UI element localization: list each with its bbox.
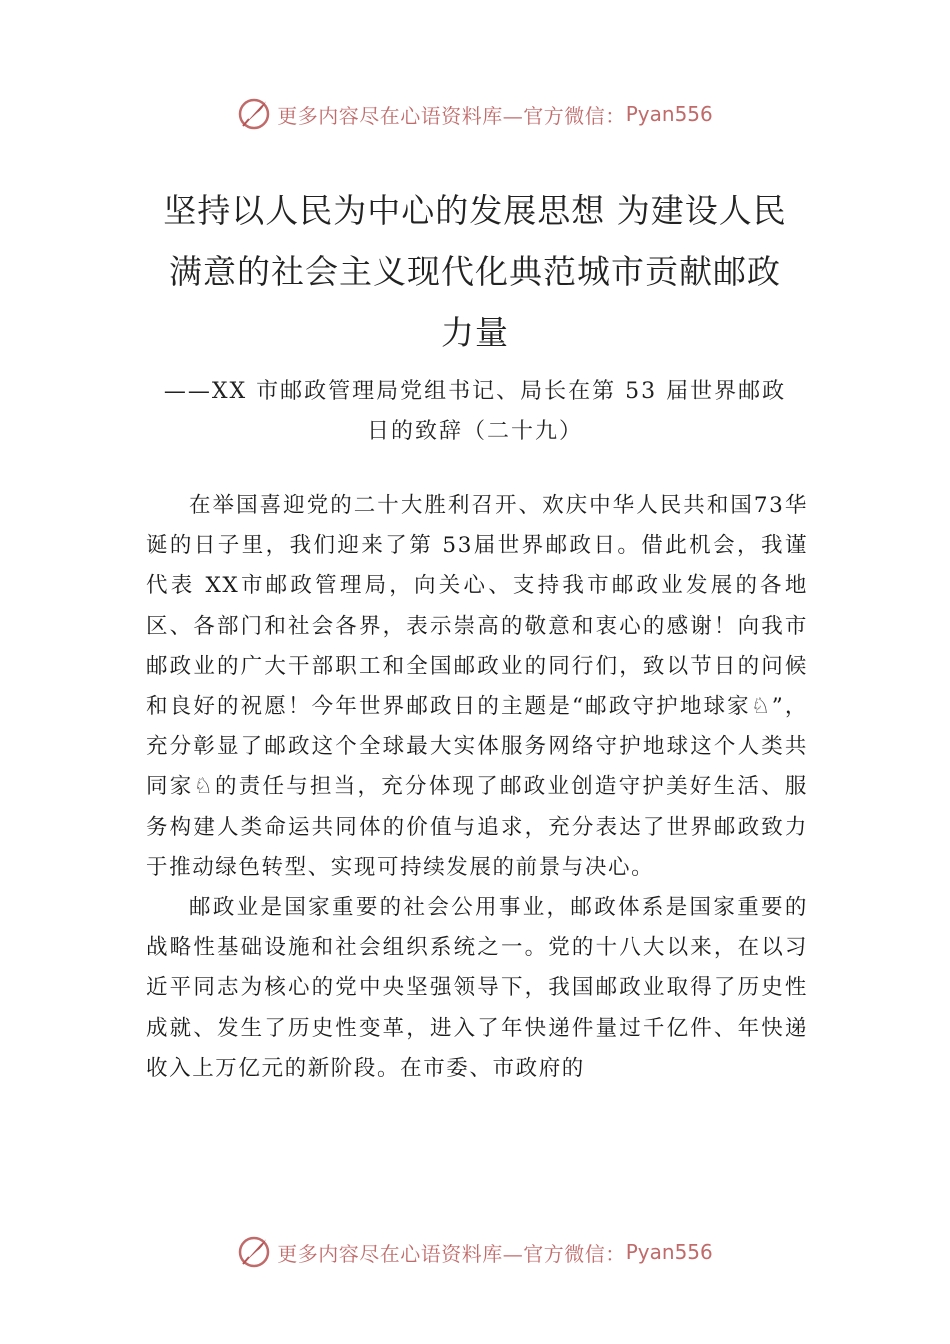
document-title: [130, 180, 820, 363]
subtitle-line: ——XX 市邮政管理局党组书记、局长在第 53 届世界邮政: [163, 379, 787, 404]
document-subtitle: [130, 372, 820, 452]
document-body: [146, 486, 808, 1089]
watermark-wechat-id: Pyan556: [625, 1240, 713, 1264]
header-watermark: [0, 94, 950, 134]
title-line: 满意的社会主义现代化典范城市贡献邮政: [169, 252, 781, 291]
watermark-text: 更多内容尽在心语资料库—官方微信：: [277, 103, 626, 128]
quill-logo-icon: [237, 97, 271, 131]
title-line: 坚持以人民为中心的发展思想 为建设人民: [163, 191, 787, 230]
body-paragraph: 在举国喜迎党的二十大胜利召开、欢庆中华人民共和国73华诞的日子里，我们迎来了第 53届世界邮政日。借此机会，我谨代表 XX市邮政管理局，向关心、支持我市邮政业发展的各地区、各部门和社会各界，表示崇高的敬意和衷心的感谢！向我市邮政业的广大干部职工和全国邮政业的同行们，致以节日的问候和良好的祝愿！今年世界邮政日的主题是“邮政守护地球家♘”，充分彰显了邮政这个全球最大实体服务网络守护地球这个人类共同家♘的责任与担当，充分体现了邮政业创造守护美好生活、服务构建人类命运共同体的价值与追求，充分表达了世界邮政致力于推动绿色转型、实现可持续发展的前景与决心。: [146, 493, 808, 880]
watermark-text: 更多内容尽在心语资料库—官方微信：: [277, 1241, 626, 1266]
title-line: 力量: [441, 313, 509, 352]
watermark-wechat-id: Pyan556: [625, 102, 713, 126]
footer-watermark: [0, 1232, 950, 1272]
subtitle-line: 日的致辞（二十九）: [366, 419, 583, 444]
body-paragraph: 邮政业是国家重要的社会公用事业，邮政体系是国家重要的战略性基础设施和社会组织系统之一。党的十八大以来，在以习近平同志为核心的党中央坚强领导下，我国邮政业取得了历史性成就、发生了历史性变革，进入了年快递件量过千亿件、年快递收入上万亿元的新阶段。在市委、市政府的: [146, 895, 808, 1081]
quill-logo-icon: [237, 1235, 271, 1269]
